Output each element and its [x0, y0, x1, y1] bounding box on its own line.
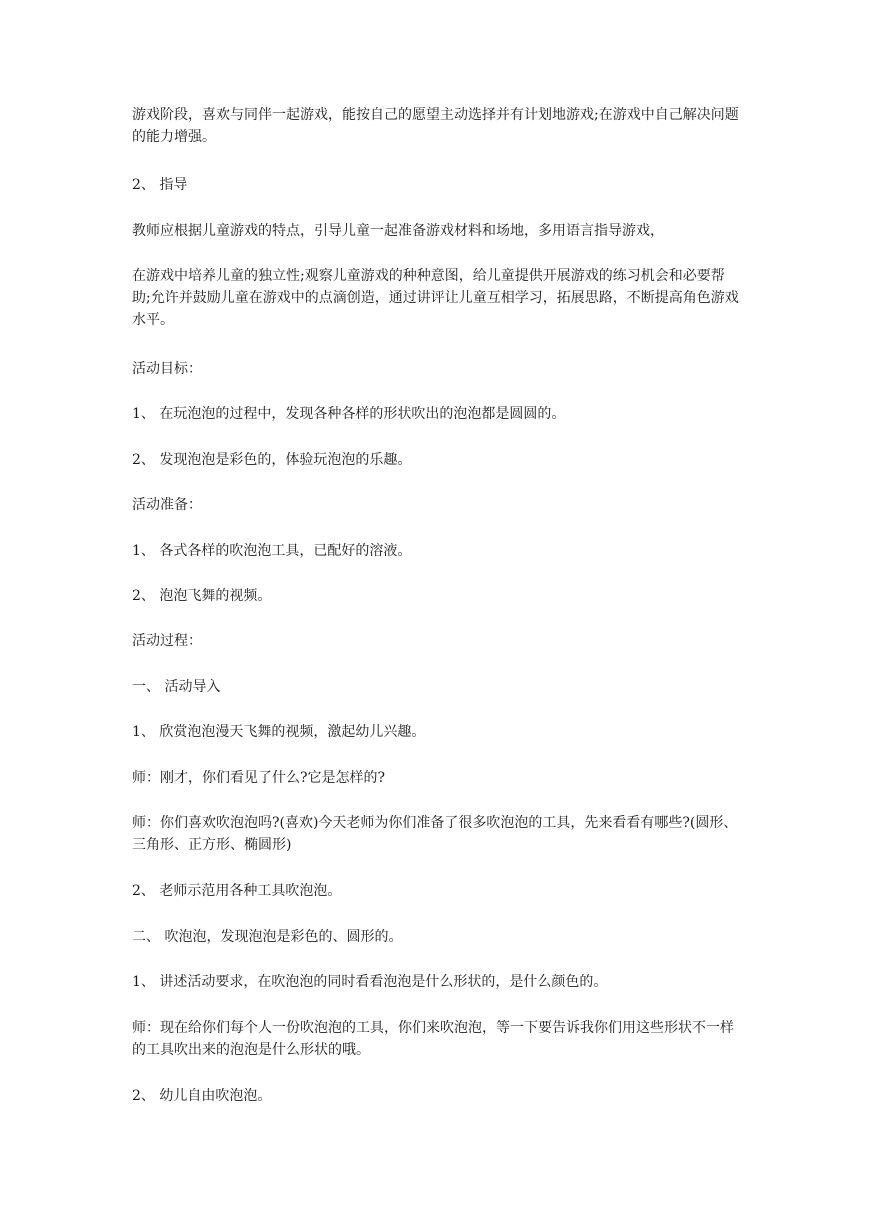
teacher-question-2: 师：你们喜欢吹泡泡吗?(喜欢)今天老师为你们准备了很多吹泡泡的工具，先来看看有哪些?(圆形、三角形、正方形、椭圆形)	[132, 815, 738, 853]
section-2-item-2: 2、 幼儿自由吹泡泡。	[132, 1088, 272, 1104]
paragraph-teacher-guidance: 教师应根据儿童游戏的特点，引导儿童一起准备游戏材料和场地，多用语言指导游戏，	[132, 223, 664, 239]
heading-activity-goals: 活动目标：	[132, 361, 202, 377]
section-2-item-1: 1、 讲述活动要求，在吹泡泡的同时看看泡泡是什么形状的，是什么颜色的。	[132, 974, 608, 990]
goal-item-2: 2、 发现泡泡是彩色的，体验玩泡泡的乐趣。	[132, 452, 412, 468]
heading-guidance: 2、 指导	[132, 177, 188, 193]
teacher-question-1: 师：刚才，你们看见了什么?它是怎样的?	[132, 770, 386, 786]
preparation-item-1: 1、 各式各样的吹泡泡工具，已配好的溶液。	[132, 543, 412, 559]
goal-item-1: 1、 在玩泡泡的过程中，发现各种各样的形状吹出的泡泡都是圆圆的。	[132, 406, 566, 422]
preparation-item-2: 2、 泡泡飞舞的视频。	[132, 588, 272, 604]
section-1-heading: 一、 活动导入	[132, 679, 221, 695]
process-item-2: 2、 老师示范用各种工具吹泡泡。	[132, 883, 342, 899]
heading-activity-preparation: 活动准备：	[132, 497, 202, 513]
paragraph-independence: 在游戏中培养儿童的独立性;观察儿童游戏的种种意图，给儿童提供开展游戏的练习机会和必要帮助;允许并鼓励儿童在游戏中的点滴创造，通过讲评让儿童互相学习，拓展思路，不断提高角色游戏水平。	[132, 268, 739, 328]
process-item-1: 1、 欣赏泡泡漫天飞舞的视频，激起幼儿兴趣。	[132, 724, 426, 740]
teacher-instruction: 师：现在给你们每个人一份吹泡泡的工具，你们来吹泡泡，等一下要告诉我你们用这些形状不一样的工具吹出来的泡泡是什么形状的哦。	[132, 1020, 734, 1058]
heading-activity-process: 活动过程：	[132, 633, 202, 649]
paragraph-game-stage: 游戏阶段，喜欢与同伴一起游戏，能按自己的愿望主动选择并有计划地游戏;在游戏中自己解决问题的能力增强。	[132, 107, 739, 145]
section-2-heading: 二、 吹泡泡，发现泡泡是彩色的、圆形的。	[132, 929, 403, 945]
